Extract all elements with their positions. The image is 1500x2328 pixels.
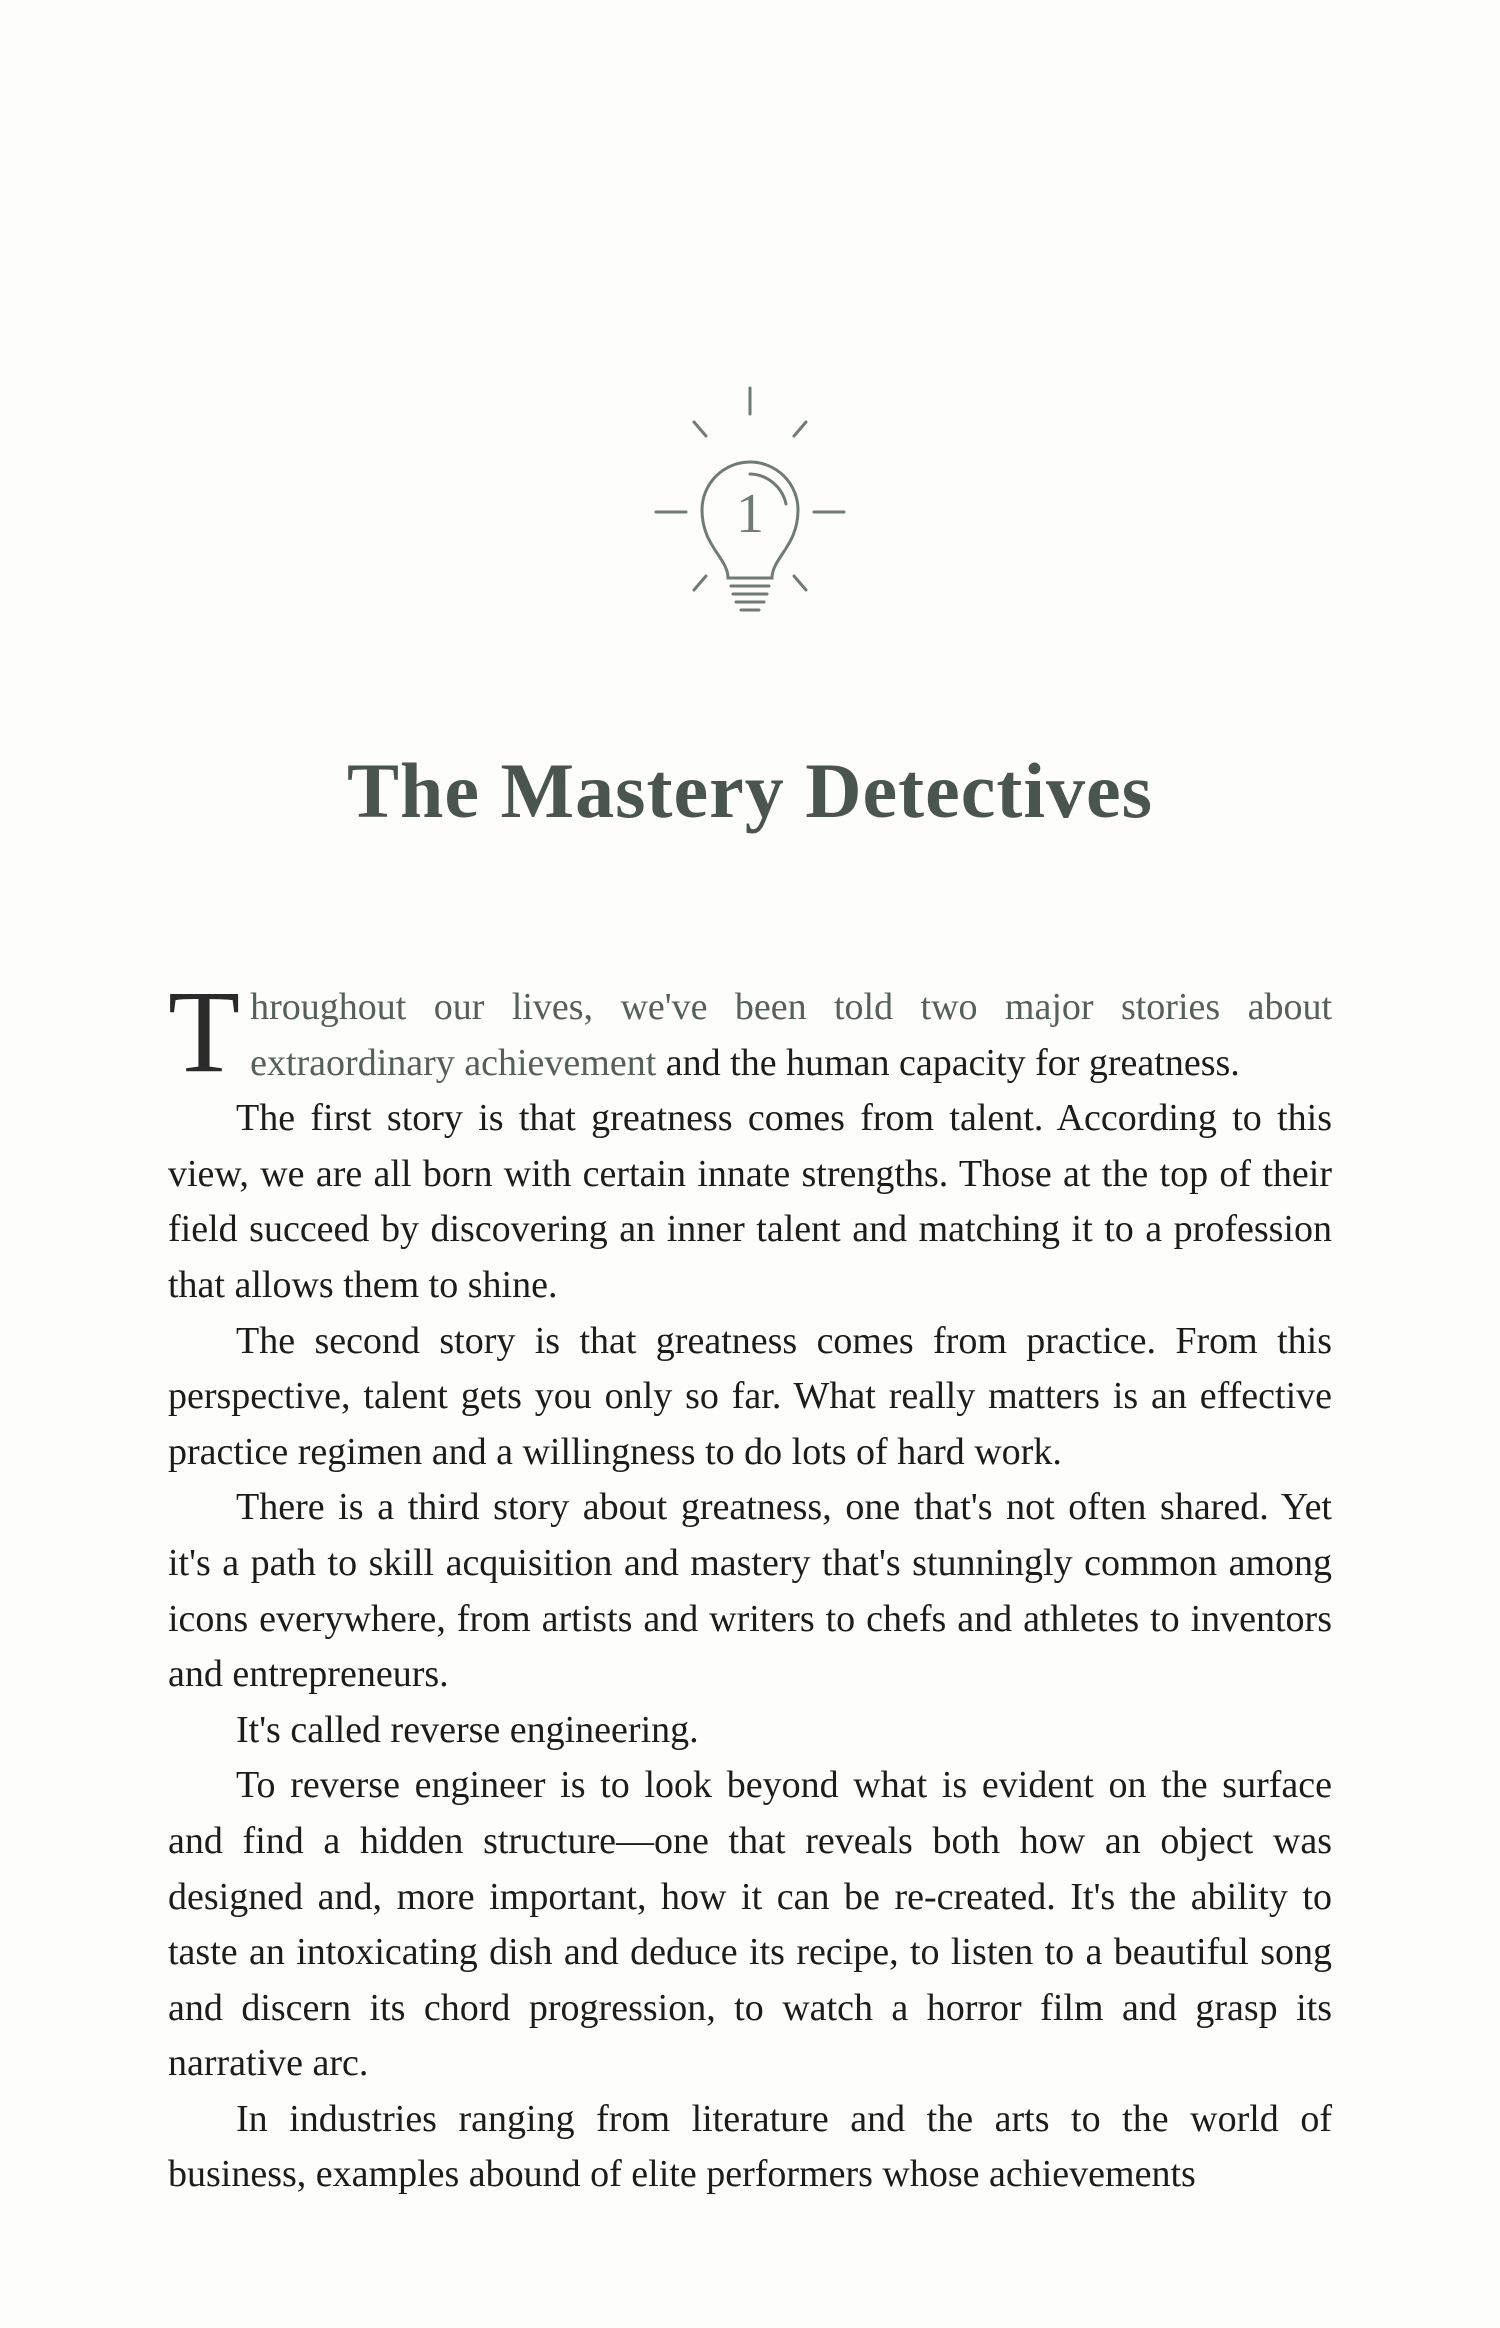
paragraph-2: The first story is that greatness comes from talent. According to this view, we are all born with certain innate strengths. Those at the top of their field succeed by discovering an inner talent and matching it to a profession that allows them to shine. (168, 1097, 1332, 1306)
paragraph-1-rest: and the human capacity for greatness. (656, 1041, 1240, 1084)
chapter-icon (600, 370, 900, 670)
paragraph-6: To reverse engineer is to look beyond what is evident on the surface and find a hidden structure—one that reveals both how an object was designed and, more important, how it can be re-created. It's the ability to taste an intoxicating dish and deduce its recipe, to listen to a beautiful song and discern its chord progression, to watch a horror film and grasp its narrative arc. (168, 1764, 1332, 2085)
paragraph-1 (168, 966, 1332, 1097)
chapter-title: The Mastery Detectives (347, 747, 1153, 834)
paragraph-5: It's called reverse engineering. (236, 1708, 699, 1751)
ray-bottom-left (694, 576, 706, 590)
drop-cap: T (168, 966, 241, 1097)
ray-top-right (794, 422, 806, 436)
paragraph-7: In industries ranging from literature and the arts to the world of business, examples abound of elite performers whose achievements (168, 2097, 1332, 2196)
ray-top-left (694, 422, 706, 436)
ray-bottom-right (794, 576, 806, 590)
body-text (168, 966, 1332, 2203)
lead-in: hroughout our lives, we've been told two major stories about extraordinary achievement (250, 986, 1332, 1084)
chapter-number: 1 (736, 483, 764, 545)
paragraph-3: The second story is that greatness comes from practice. From this perspective, talent gets you only so far. What really matters is an effective practice regimen and a willingness to do lots of hard work. (168, 1319, 1332, 1473)
paragraph-4: There is a third story about greatness, one that's not often shared. Yet it's a path to skill acquisition and mastery that's stunningly common among icons everywhere, from artists and writers to chefs and athletes to inventors and entrepreneurs. (168, 1486, 1332, 1696)
lightbulb-icon (600, 370, 900, 670)
